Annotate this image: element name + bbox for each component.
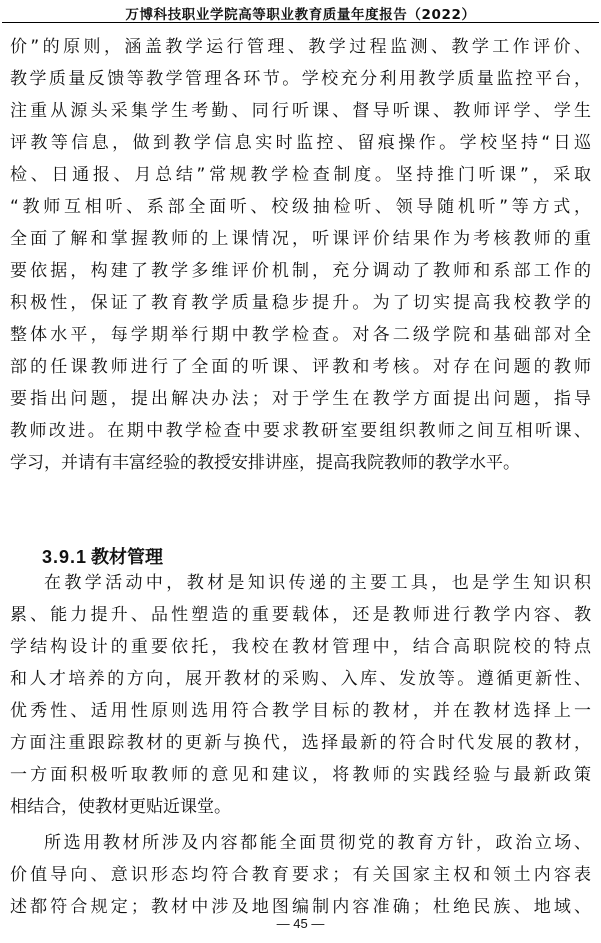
text-line: 要依据，构建了教学多维评价机制，充分调动了教师和系部工作的 [10,261,591,281]
text-line: 相结合，使教材更贴近课堂。 [10,797,231,817]
text-line: 和人才培养的方向，展开教材的采购、入库、发放等。遵循更新性、 [10,669,591,689]
section-number: 3.9.1 [42,547,88,567]
text-line: 全面了解和掌握教师的上课情况，听课评价结果作为考核教师的重 [10,229,591,249]
text-line: 价值导向、意识形态均符合教育要求；有关国家主权和领土内容表 [10,865,591,885]
text-line: 学结构设计的重要依托，我校在教材管理中，结合高职院校的特点 [10,637,591,657]
text-line: “教师互相听、系部全面听、校级抽检听、领导随机听”等方式， [10,197,591,217]
page-header [0,0,601,26]
text-line: 价”的原则，涵盖教学运行管理、教学过程监测、教学工作评价、 [10,37,591,57]
text-line: 积极性，保证了教育教学质量稳步提升。为了切实提高我校教学的 [10,293,591,313]
page-number: — 45 — [276,916,325,931]
header-divider [2,22,599,23]
text-line: 注重从源头采集学生考勤、同行听课、督导听课、教师评学、学生 [10,101,591,121]
text-line: 累、能力提升、品性塑造的重要载体，还是教师进行教学内容、教 [10,605,591,625]
text-line: 教师改进。在期中教学检查中要求教研室要组织教师之间互相听课、 [10,421,591,441]
text-line: 在教学活动中，教材是知识传递的主要工具，也是学生知识积 [44,573,591,593]
text-line: 评教等信息，做到教学信息实时监控、留痕操作。学校坚持“日巡 [10,133,591,153]
text-line: 所选用教材所涉及内容都能全面贯彻党的教育方针，政治立场、 [44,833,591,853]
text-line: 检、日通报、月总结”常规教学检查制度。坚持推门听课”，采取 [10,165,591,185]
text-line: 要指出问题，提出解决办法；对于学生在教学方面提出问题，指导 [10,389,591,409]
text-line: 教学质量反馈等教学管理各环节。学校充分利用教学质量监控平台， [10,69,591,89]
section-title: 教材管理 [91,547,164,568]
text-line: 一方面积极听取教师的意见和建议，将教师的实践经验与最新政策 [10,765,591,785]
text-line: 述都符合规定；教材中涉及地图编制内容准确；杜绝民族、地域、 [10,897,591,917]
text-line: 学习，并请有丰富经验的教授安排讲座，提高我院教师的教学水平。 [10,453,520,473]
text-line: 部的任课教师进行了全面的听课、评教和考核。对存在问题的教师 [10,357,591,377]
text-line: 优秀性、适用性原则选用符合教学目标的教材，并在教材选择上一 [10,701,591,721]
text-line: 整体水平，每学期举行期中教学检查。对各二级学院和基础部对全 [10,325,591,345]
text-line: 方面注重跟踪教材的更新与换代，选择最新的符合时代发展的教材， [10,733,591,753]
report-title: 万博科技职业学院高等职业教育质量年度报告（2022） [125,7,476,23]
